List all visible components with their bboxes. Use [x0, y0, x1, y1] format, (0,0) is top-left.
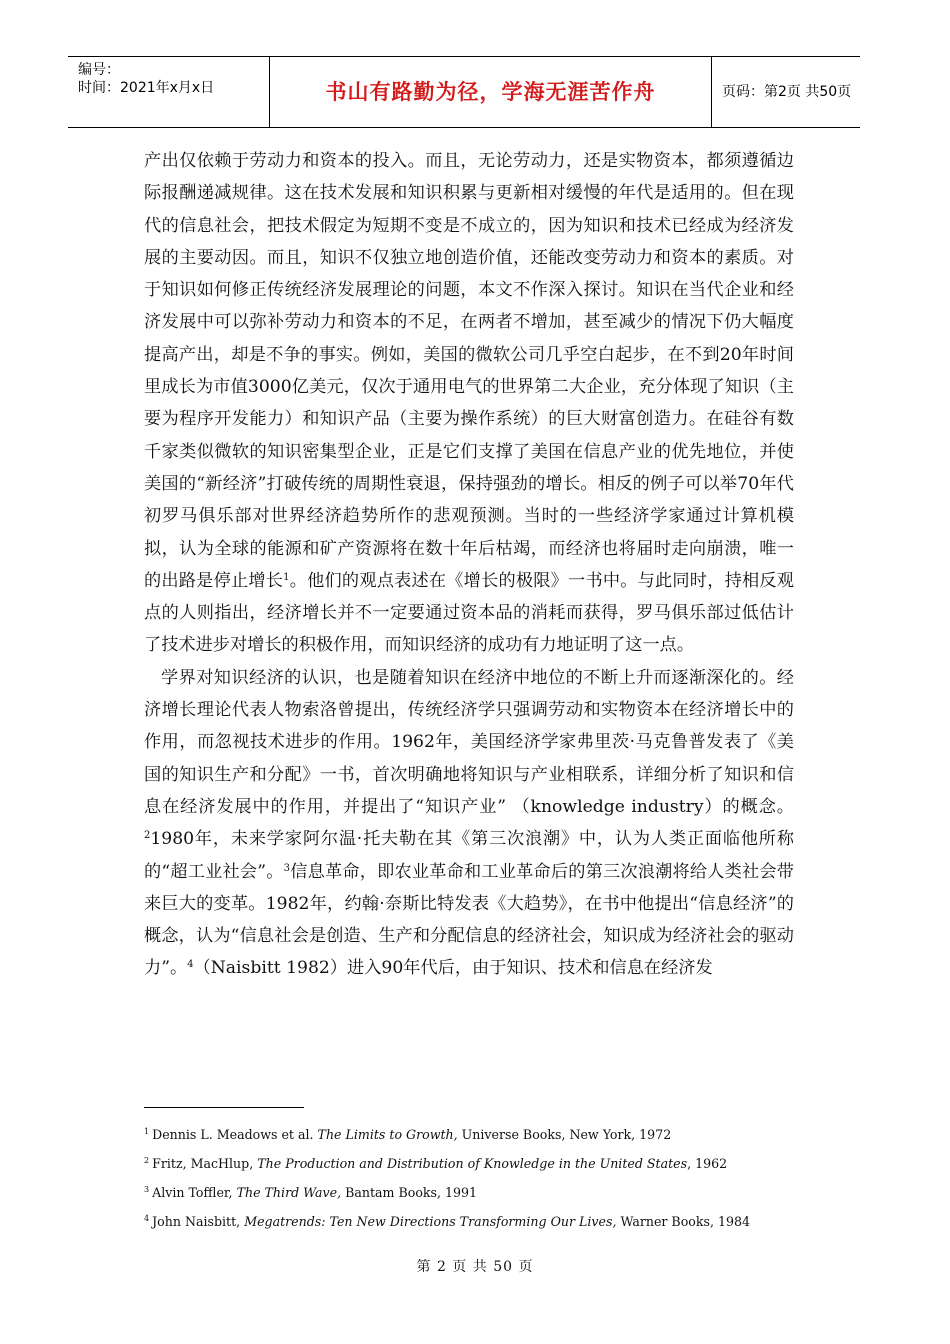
footnote-2 — [144, 1153, 844, 1182]
header-page-info: 页码：第2页 共50页 — [722, 84, 852, 100]
footnote-separator — [144, 1107, 304, 1108]
footnote-author: Dennis L. Meadows et al. — [152, 1127, 318, 1142]
footnote-ref-2: 2 — [144, 830, 151, 842]
paragraph-1-text-b: 。他们的观点表述在《增长的极限》一书中。与此同时，持相反观点的人则指出，经济增长并不一定要通过资本品的消耗而获得，罗马俱乐部过低估计了技术进步对增长的积极作用，而知识经济的成功有力地证明了这一点。 — [144, 570, 794, 656]
paragraph-1-text-a: 产出仅依赖于劳动力和资本的投入。而且，无论劳动力，还是实物资本，都须遵循边际报酬递减规律。这在技术发展和知识积累与更新相对缓慢的年代是适用的。但在现代的信息社会，把技术假定为短期不变是不成立的，因为知识和技术已经成为经济发展的主要动因。而且，知识不仅独立地创造价值，还能改变劳动力和资本的素质。对于知识如何修正传统经济发展理论的问题，本文不作深入探讨。知识在当代企业和经济发展中可以弥补劳动力和资本的不足，在两者不增加，甚至减少的情况下仍大幅度提高产出，却是不争的事实。例如，美国的微软公司几乎空白起步，在不到20年时间里成长为市值3000亿美元，仅次于通用电气的世界第二大企业，充分体现了知识（主要为程序开发能力）和知识产品（主要为操作系统）的巨大财富创造力。在硅谷有数千家类似微软的知识密集型企业，正是它们支撑了美国在信息产业的优先地位，并使美国的“新经济”打破传统的周期性衰退，保持强劲的增长。相反的例子可以举70年代初罗马俱乐部对世界经济趋势所作的悲观预测。当时的一些经济学家通过计算机模拟，认为全球的能源和矿产资源将在数十年后枯竭，而经济也将届时走向崩溃，唯一的出路是停止增长 — [144, 151, 794, 591]
paragraph-1 — [144, 145, 794, 662]
footnote-publisher: Bantam Books, 1991 — [341, 1185, 478, 1200]
footnote-title: The Third Wave, — [236, 1185, 342, 1200]
main-text — [144, 145, 794, 985]
footnote-author: Alvin Toffler, — [152, 1185, 237, 1200]
document-number-label: 编号： — [78, 62, 120, 78]
paragraph-2-text-c: 信息革命，即农业革命和工业革命后的第三次浪潮将给人类社会带来巨大的变革。1982年，约翰·奈斯比特发表《大趋势》，在书中他提出“信息经济”的概念，认为“信息社会是创造、生产和分配信息的经济社会，知识成为经济社会的驱动力”。 — [144, 861, 794, 979]
paragraph-2-text-d: （Naisbitt 1982）进入90年代后，由于知识、技术和信息在经济发 — [193, 958, 713, 979]
footnote-ref-3: 3 — [283, 862, 290, 874]
footnote-number: 2 — [144, 1156, 150, 1165]
footnote-1 — [144, 1124, 844, 1153]
footnote-publisher: , 1962 — [687, 1156, 728, 1171]
footnote-ref-1: 1 — [283, 571, 290, 583]
paragraph-2 — [144, 662, 794, 985]
header-meta — [68, 57, 270, 127]
paragraph-2-text-a: 学界对知识经济的认识，也是随着知识在经济中地位的不断上升而逐渐深化的。经济增长理论代表人物索洛曾提出，传统经济学只强调劳动和实物资本在经济增长中的作用，而忽视技术进步的作用。1962年，美国经济学家弗里茨·马克鲁普发表了《美国的知识生产和分配》一书，首次明确地将知识与产业相联系，详细分析了知识和信息在经济发展中的作用，并提出了“知识产业” （knowledge industry）的概念。 — [144, 667, 794, 817]
footnote-number: 3 — [144, 1185, 150, 1194]
footnote-ref-4: 4 — [187, 959, 194, 971]
footnote-number: 1 — [144, 1127, 150, 1136]
footnote-3 — [144, 1182, 844, 1211]
footnote-title: Megatrends: Ten New Directions Transforming Our Lives, — [244, 1214, 617, 1229]
footnote-author: Fritz, MacHlup, — [152, 1156, 258, 1171]
footnote-publisher: Warner Books, 1984 — [616, 1214, 751, 1229]
document-time: 时间：2021年x月x日 — [78, 80, 215, 96]
footnote-number: 4 — [144, 1214, 150, 1223]
footnotes — [144, 1124, 844, 1240]
footnote-author: John Naisbitt, — [152, 1214, 245, 1229]
paragraph-2-text-b: 1980年，未来学家阿尔温·托夫勒在其《第三次浪潮》中，认为人类正面临他所称的“超工业社会”。 — [144, 829, 794, 882]
footnote-title: The Limits to Growth, — [317, 1127, 458, 1142]
footnote-publisher: Universe Books, New York, 1972 — [457, 1127, 672, 1142]
page-footer: 第 2 页 共 50 页 — [416, 1259, 534, 1275]
footnote-4 — [144, 1211, 844, 1240]
page-header — [68, 56, 860, 128]
header-motto: 书山有路勤为径，学海无涯苦作舟 — [270, 57, 712, 127]
footnote-title: The Production and Distribution of Knowledge in the United States — [257, 1156, 688, 1171]
